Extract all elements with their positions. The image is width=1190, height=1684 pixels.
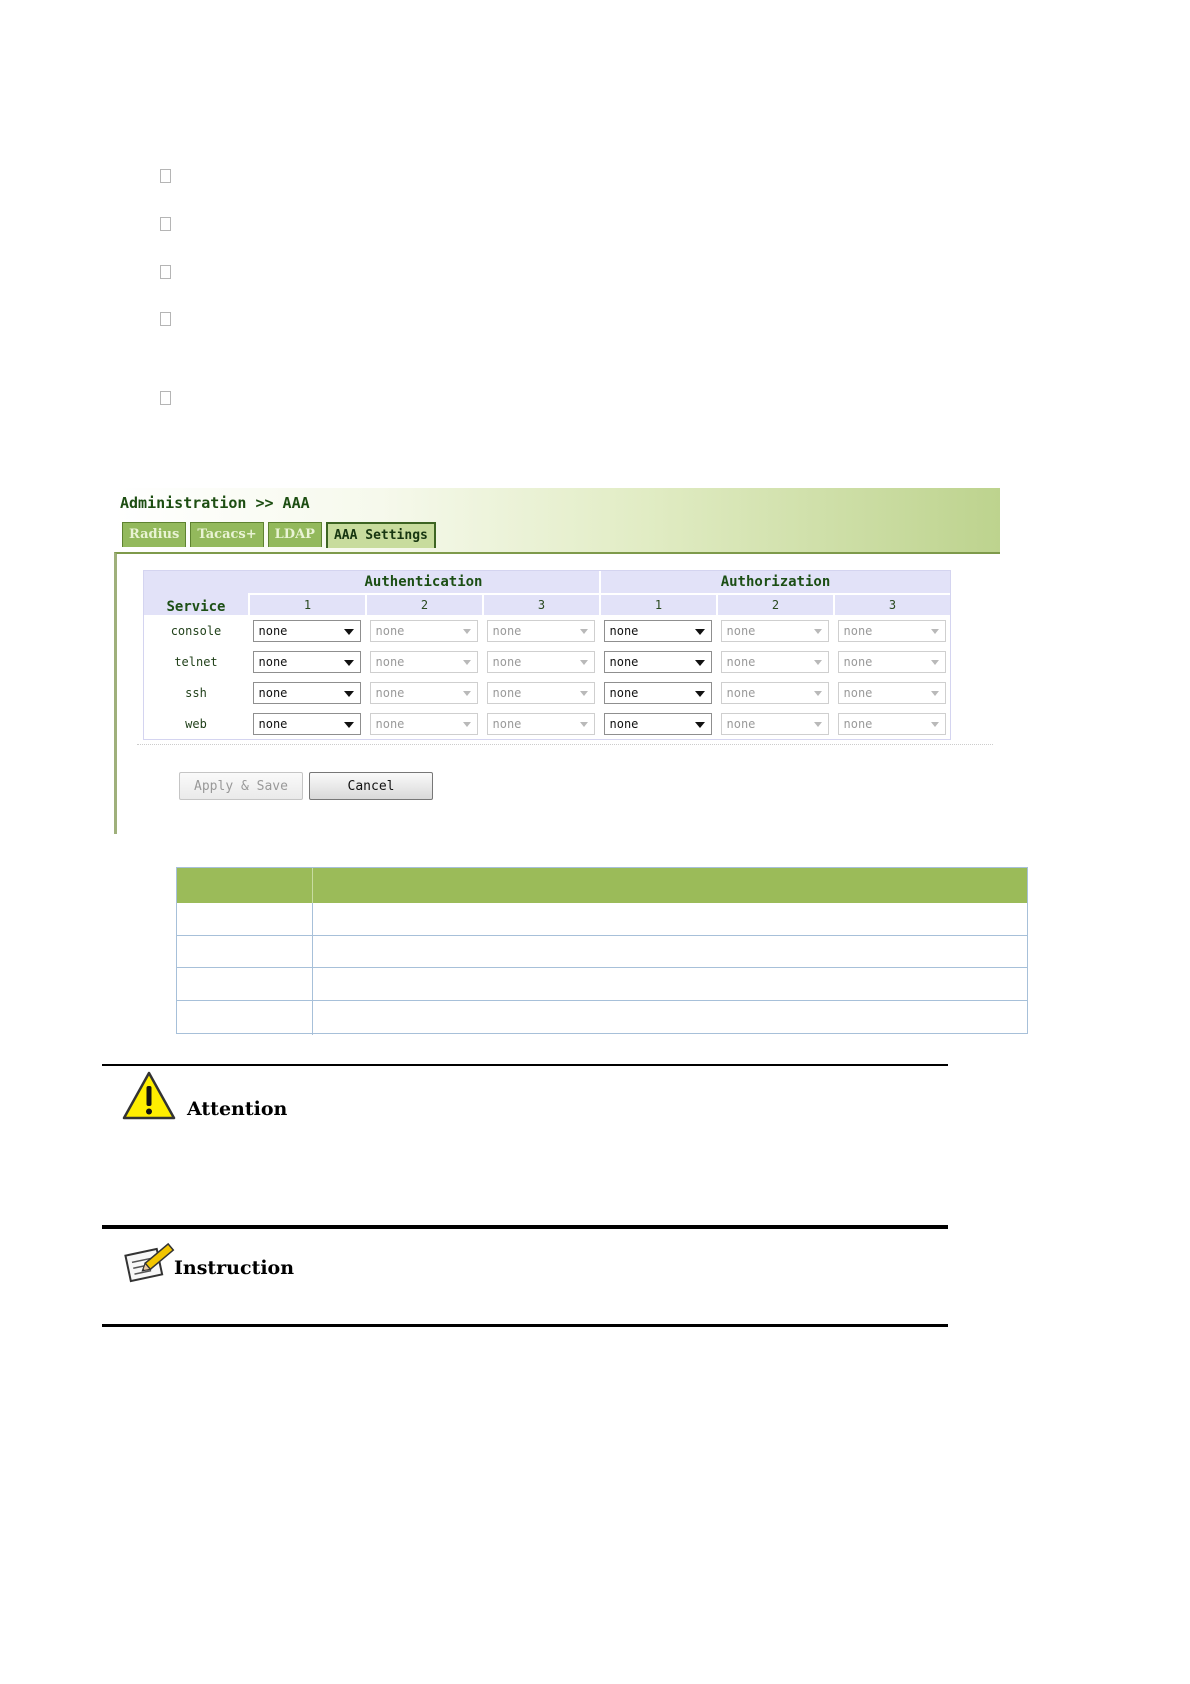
select-value: none [258, 654, 288, 669]
table-row [144, 677, 950, 708]
table-row [144, 615, 950, 646]
console-authentication-2-select [370, 620, 478, 642]
tab-tacacs[interactable]: Tacacs+ [190, 522, 263, 547]
select-value: none [726, 654, 756, 669]
dropdown-arrow-icon [463, 629, 471, 634]
dropdown-arrow-icon [695, 629, 705, 635]
cancel-button[interactable]: Cancel [309, 772, 433, 800]
select-value: none [726, 716, 756, 731]
telnet-authorization-3-select [838, 651, 946, 673]
dropdown-arrow-icon [695, 722, 705, 728]
console-authentication-3-select [487, 620, 595, 642]
table-row-divider [177, 935, 1027, 936]
select-value: none [726, 623, 756, 638]
tab-ldap[interactable]: LDAP [268, 522, 322, 547]
apply-save-button[interactable]: Apply & Save [179, 772, 303, 800]
service-web: web [185, 716, 207, 731]
ssh-authentication-1-select[interactable] [253, 682, 361, 704]
dropdown-arrow-icon [931, 691, 939, 696]
select-value: none [375, 654, 405, 669]
parameter-table [176, 867, 1028, 1034]
attention-label: Attention [187, 1098, 288, 1120]
select-value: none [258, 716, 288, 731]
console-authorization-2-select [721, 620, 829, 642]
warning-icon [122, 1071, 176, 1121]
dropdown-arrow-icon [463, 660, 471, 665]
breadcrumb: Administration >> AAA [120, 494, 310, 512]
dropdown-arrow-icon [814, 660, 822, 665]
select-value: none [726, 685, 756, 700]
select-value: none [843, 623, 873, 638]
web-authentication-3-select [487, 713, 595, 735]
select-value: none [492, 716, 522, 731]
select-value: none [375, 623, 405, 638]
select-value: none [609, 685, 639, 700]
select-value: none [843, 716, 873, 731]
aaa-method-table [143, 570, 951, 740]
telnet-authorization-1-select[interactable] [604, 651, 712, 673]
divider [137, 744, 993, 745]
column-header: 2 [716, 595, 833, 615]
web-authorization-1-select[interactable] [604, 713, 712, 735]
select-value: none [492, 623, 522, 638]
instruction-bottom-rule [102, 1324, 948, 1327]
dropdown-arrow-icon [344, 691, 354, 697]
bullet-box [160, 391, 171, 405]
column-header: 3 [833, 595, 950, 615]
ssh-authentication-2-select [370, 682, 478, 704]
dropdown-arrow-icon [931, 629, 939, 634]
ssh-authorization-1-select[interactable] [604, 682, 712, 704]
select-value: none [843, 685, 873, 700]
dropdown-arrow-icon [814, 722, 822, 727]
bullet-box [160, 217, 171, 231]
tab-radius[interactable]: Radius [122, 522, 186, 547]
tab-aaa-settings[interactable]: AAA Settings [326, 522, 436, 548]
instruction-label: Instruction [174, 1257, 295, 1279]
dropdown-arrow-icon [344, 660, 354, 666]
select-value: none [258, 685, 288, 700]
dropdown-arrow-icon [814, 691, 822, 696]
select-value: none [375, 716, 405, 731]
select-value: none [492, 685, 522, 700]
select-value: none [609, 654, 639, 669]
select-value: none [609, 716, 639, 731]
bullet-box [160, 265, 171, 279]
dropdown-arrow-icon [580, 660, 588, 665]
bullet-box [160, 169, 171, 183]
notepad-pencil-icon [122, 1240, 176, 1286]
dropdown-arrow-icon [463, 691, 471, 696]
dropdown-arrow-icon [580, 629, 588, 634]
ssh-authentication-3-select [487, 682, 595, 704]
bullet-box [160, 312, 171, 326]
ssh-authorization-3-select [838, 682, 946, 704]
column-header: 2 [365, 595, 482, 615]
select-value: none [375, 685, 405, 700]
attention-top-rule [102, 1064, 948, 1066]
select-value: none [258, 623, 288, 638]
content-area [114, 552, 1000, 834]
dropdown-arrow-icon [695, 660, 705, 666]
service-telnet: telnet [174, 654, 218, 669]
console-authorization-1-select[interactable] [604, 620, 712, 642]
dropdown-arrow-icon [814, 629, 822, 634]
dropdown-arrow-icon [695, 691, 705, 697]
dropdown-arrow-icon [463, 722, 471, 727]
select-value: none [843, 654, 873, 669]
telnet-authentication-2-select [370, 651, 478, 673]
tab-bar [122, 522, 436, 548]
dropdown-arrow-icon [580, 691, 588, 696]
dropdown-arrow-icon [931, 722, 939, 727]
dropdown-arrow-icon [580, 722, 588, 727]
authorization-header: Authorization [599, 571, 950, 595]
service-console: console [170, 623, 222, 638]
dropdown-arrow-icon [344, 722, 354, 728]
telnet-authorization-2-select [721, 651, 829, 673]
console-authorization-3-select [838, 620, 946, 642]
dropdown-arrow-icon [931, 660, 939, 665]
aaa-settings-panel [114, 488, 1000, 834]
ssh-authorization-2-select [721, 682, 829, 704]
dropdown-arrow-icon [344, 629, 354, 635]
select-value: none [609, 623, 639, 638]
telnet-authentication-3-select [487, 651, 595, 673]
service-header: Service [144, 571, 248, 615]
table-row [144, 708, 950, 739]
console-authentication-1-select[interactable] [253, 620, 361, 642]
column-header: 1 [248, 595, 365, 615]
column-header: 3 [482, 595, 599, 615]
parameter-table-header [177, 868, 1027, 903]
web-authorization-2-select [721, 713, 829, 735]
telnet-authentication-1-select[interactable] [253, 651, 361, 673]
table-row-divider [177, 967, 1027, 968]
web-authentication-1-select[interactable] [253, 713, 361, 735]
header-bar [114, 488, 1000, 552]
select-value: none [492, 654, 522, 669]
web-authentication-2-select [370, 713, 478, 735]
service-ssh: ssh [185, 685, 207, 700]
table-row [144, 646, 950, 677]
authentication-header: Authentication [248, 571, 599, 595]
instruction-top-rule [102, 1225, 948, 1229]
web-authorization-3-select [838, 713, 946, 735]
table-row-divider [177, 1000, 1027, 1001]
column-header: 1 [599, 595, 716, 615]
